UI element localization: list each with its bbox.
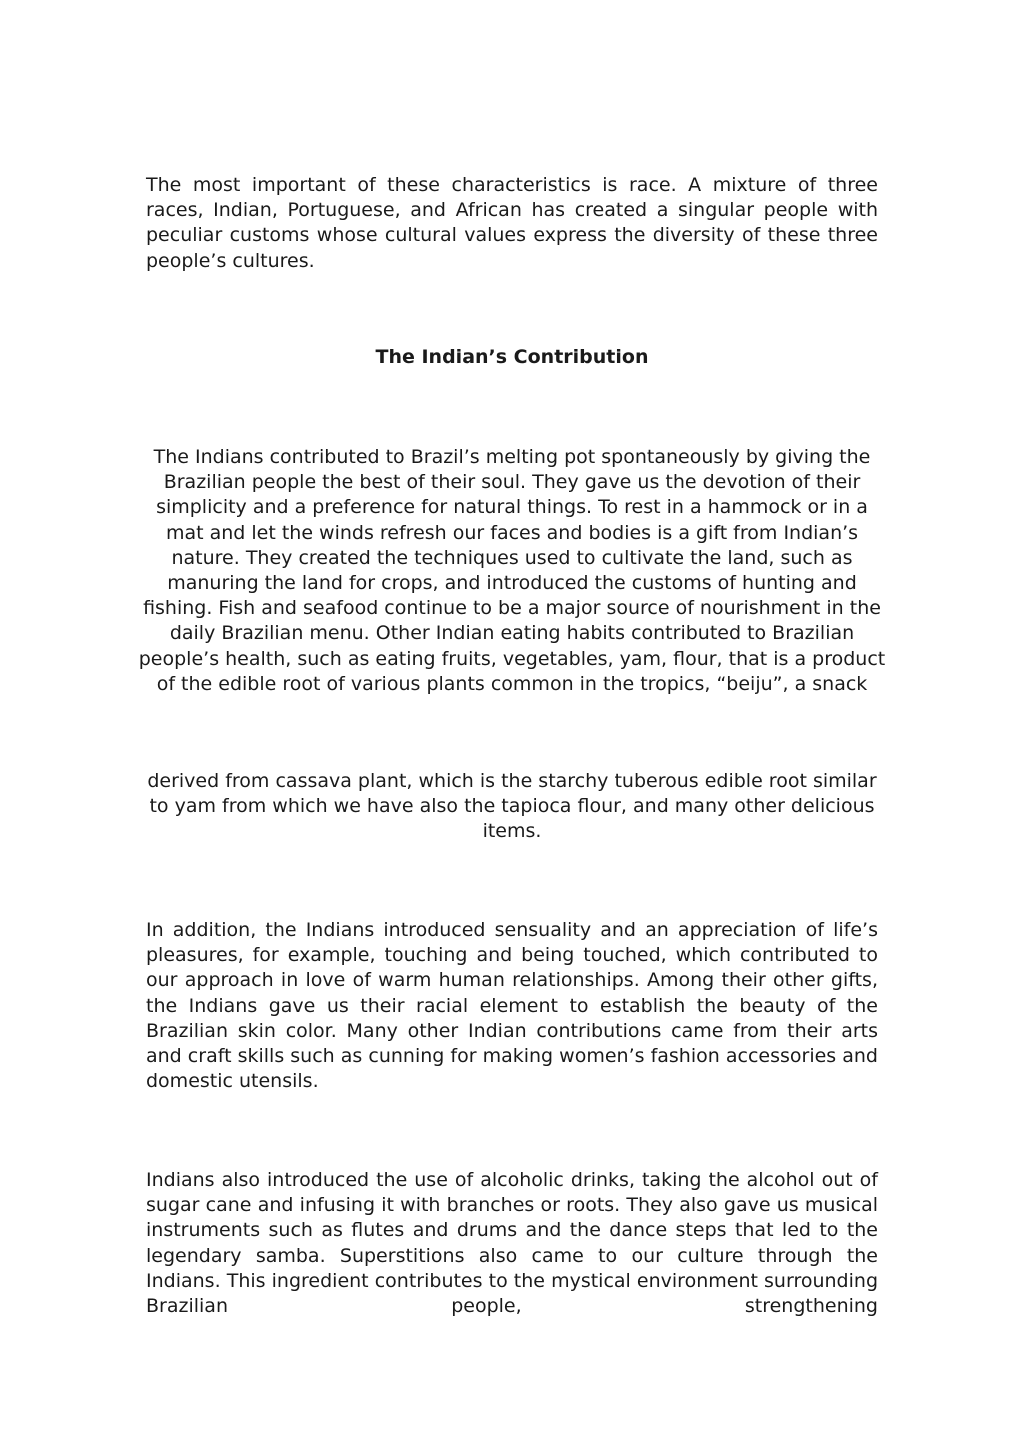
paragraph-cassava: derived from cassava plant, which is the starchy tuberous edible root similar to yam from which we have also the tapioca flour, and many other delicious items. — [147, 770, 877, 843]
paragraph-indian-soul: The Indians contributed to Brazil’s melting pot spontaneously by giving the Brazilian people the best of their soul. They gave us the devotion of their simplicity and a preference for natural things. To rest in a hammock or in a mat and let the winds refresh our faces and bodies is a gift from Indian’s nature. They created the techniques used to cultivate the land, such as manuring the land for crops, and introduced the customs of hunting and fishing. Fish and seafood continue to be a major source of nourishment in the daily Brazilian menu. Other Indian eating habits contributed to Brazilian people’s health, such as eating fruits, vegetables, yam, flour, that is a product of the edible root of various plants common in the tropics, “beiju”, a snack — [138, 446, 886, 695]
section-heading: The Indian’s Contribution — [375, 346, 649, 368]
paragraph-race: The most important of these characteristics is race. A mixture of three races, Indian, Portuguese, and African has created a singular people with peculiar customs whose cultural values express the diversity of these three people’s cultures. — [146, 174, 878, 272]
paragraph-sensuality: In addition, the Indians introduced sensuality and an appreciation of life’s pleasures, for example, touching and being touched, which contributed to our approach in love of warm human relationships. Among their other gifts, the Indians gave us their racial element to establish the beauty of the Brazilian skin color. Many other Indian contributions came from their arts and craft skills such as cunning for making women’s fashion accessories and domestic utensils. — [146, 919, 878, 1093]
paragraph-drinks: Indians also introduced the use of alcoholic drinks, taking the alcohol out of sugar cane and infusing it with branches or roots. They also gave us musical instruments such as flutes and drums and the dance steps that led to the legendary samba. Superstitions also came to our culture through the Indians. This ingredient contributes to the mystical environment surrounding Brazilian people, strengthening — [146, 1169, 878, 1318]
